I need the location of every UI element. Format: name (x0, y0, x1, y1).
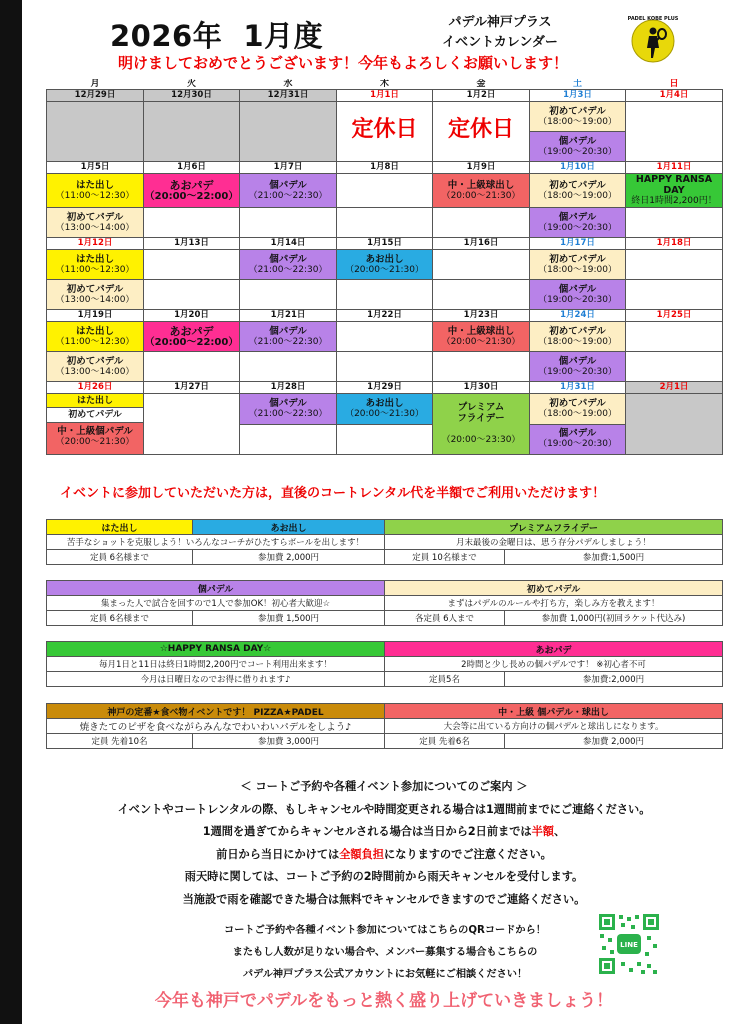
next-month-cell (626, 394, 723, 455)
half-price-emphasis: 半額 (531, 825, 554, 838)
date-cell: 1月5日 (47, 162, 144, 174)
empty-cell (337, 208, 433, 238)
event-ko-padel[interactable]: 個パデル （19:00～20:30） (530, 208, 626, 238)
week4-dates (47, 310, 723, 322)
date-cell: 1月21日 (240, 310, 337, 322)
guide-line: 雨天時に関しては、コートご予約の2時間前から雨天キャンセルを受付します。 (184, 870, 584, 883)
info-title: 初めてパデル (385, 581, 723, 596)
empty-cell (433, 250, 530, 280)
event-advanced-ko-padel[interactable]: 中・上級個パデル （20:00～21:30） (47, 423, 143, 454)
event-hatadashi[interactable]: はた出し (47, 394, 143, 408)
week1-dates (47, 90, 723, 102)
weekday-thu: 木 (379, 79, 389, 89)
weekday-header (47, 79, 723, 90)
empty-cell (626, 280, 723, 310)
info-capacity: 各定員 6人まで (385, 611, 505, 626)
date-cell: 1月17日 (530, 238, 626, 250)
event-beginner[interactable]: 初めてパデル (47, 408, 143, 423)
info-capacity: 定員 6名様まで (47, 550, 193, 565)
date-cell: 12月29日 (47, 90, 144, 102)
info-description: 月末最後の金曜日は、思う存分パデルしましょう！ (385, 535, 723, 550)
event-ko-padel[interactable]: 個パデル （21:00～22:30） (240, 250, 337, 280)
calendar-name: イベントカレンダー (442, 35, 558, 50)
date-cell: 1月8日 (337, 162, 433, 174)
date-cell: 1月12日 (47, 238, 144, 250)
info-capacity: 定員5名 (385, 672, 505, 687)
org-heading (440, 13, 560, 53)
empty-cell (626, 102, 723, 162)
empty-cell (240, 424, 337, 455)
date-cell: 1月20日 (144, 310, 240, 322)
full-charge-emphasis: 全額負担 (339, 847, 384, 861)
empty-cell (240, 352, 337, 382)
week5-events-a (47, 394, 723, 425)
date-cell: 1月4日 (626, 90, 723, 102)
event-beginner[interactable]: 初めてパデル （18:00～19:00） (530, 174, 626, 208)
event-ko-padel[interactable]: 個パデル （19:00～20:30） (530, 132, 626, 162)
date-cell: 1月1日 (337, 90, 433, 102)
week2-events-a (47, 174, 723, 208)
date-cell: 1月16日 (433, 238, 530, 250)
week4-events-b (47, 352, 723, 382)
week1-events-a (47, 102, 723, 132)
info-note: 今月は日曜日なのでお得に借りれます♪ (47, 672, 385, 687)
date-cell: 1月26日 (47, 382, 144, 394)
event-ko-padel[interactable]: 個パデル （19:00～20:30） (530, 352, 626, 382)
info-capacity: 定員 先着10名 (47, 734, 193, 749)
date-cell: 1月15日 (337, 238, 433, 250)
event-ko-padel[interactable]: 個パデル （21:00～22:30） (240, 322, 337, 352)
event-aodashi[interactable]: あお出し （20:00～21:30） (337, 394, 433, 425)
week2-dates (47, 162, 723, 174)
qr-line: パデル神戸プラス公式アカウントにお気軽にご相談ください！ (242, 969, 528, 980)
event-beginner[interactable]: 初めてパデル （18:00～19:00） (530, 102, 626, 132)
reservation-guide (46, 776, 722, 911)
qr-line: コートご予約や各種イベント参加についてはこちらのQRコードから！ (224, 925, 546, 936)
event-aodashi[interactable]: あお出し （20:00～21:30） (337, 250, 433, 280)
event-hatadashi[interactable]: はた出し （11:00～12:30） (47, 174, 144, 208)
info-happy-ransa-ao-padel (46, 641, 723, 687)
empty-cell (433, 208, 530, 238)
qr-instructions (190, 920, 580, 986)
info-description: 毎月1日と11日は終日1時間2,200円でコート利用出来ます！ (47, 657, 385, 672)
qr-line: またもし人数が足りない場合や、メンバー募集する場合もこちらの (232, 947, 538, 958)
monday-multi-event (47, 394, 144, 455)
info-pizza-advanced (46, 703, 723, 749)
guide-line: 1週間を過ぎてからキャンセルされる場合は当日から2日前までは半額、 (202, 825, 566, 838)
info-title: ☆HAPPY RANSA DAY☆ (47, 642, 385, 657)
info-capacity: 定員 6名様まで (47, 611, 193, 626)
event-ao-padel[interactable]: あおパデ （20:00～22:00） (144, 322, 240, 352)
date-cell: 1月30日 (433, 382, 530, 394)
empty-cell (433, 352, 530, 382)
info-description: まずはパデルのルールや打ち方，楽しみ方を教えます！ (385, 596, 723, 611)
org-name: パデル神戸プラス (448, 15, 552, 30)
date-cell: 1月10日 (530, 162, 626, 174)
padel-kobe-plus-logo (628, 14, 678, 64)
empty-cell (433, 280, 530, 310)
date-cell: 1月14日 (240, 238, 337, 250)
guide-line: 当施設で雨を確認できた場合は無料でキャンセルできますのでご連絡ください。 (182, 892, 586, 906)
logo-text: PADEL KOBE PLUS (628, 16, 678, 22)
week3-events-a (47, 250, 723, 280)
guide-line: 前日から当日にかけては全額負担になりますのでご注意ください。 (216, 847, 552, 861)
week3-events-b (47, 280, 723, 310)
event-premium-friday[interactable]: プレミアム フライデー （20:00～23:30） (433, 394, 530, 455)
guide-heading: ＜ コートご予約や各種イベント参加についてのご案内 ＞ (240, 780, 528, 793)
date-cell: 1月11日 (626, 162, 723, 174)
event-hatadashi[interactable]: はた出し （11:00～12:30） (47, 322, 144, 352)
date-cell: 1月22日 (337, 310, 433, 322)
date-cell: 12月31日 (240, 90, 337, 102)
date-cell: 2月1日 (626, 382, 723, 394)
closed-label: 定休日 (447, 116, 514, 142)
date-cell: 1月18日 (626, 238, 723, 250)
date-cell: 1月7日 (240, 162, 337, 174)
weekday-fri: 金 (476, 79, 486, 89)
info-description: 大会等に出ている方向けの個パデルと球出しになります。 (385, 719, 723, 734)
guide-line: イベントやコートレンタルの際、もしキャンセルや時間変更される場合は1週間前までにご連絡ください。 (117, 802, 651, 816)
past-day-cell (144, 102, 240, 162)
line-badge: LINE (620, 941, 638, 949)
week5-dates (47, 382, 723, 394)
date-cell: 1月25日 (626, 310, 723, 322)
info-description: 焼きたてのピザを食べながらみんなでわいわいパデルをしよう♪ (47, 719, 385, 734)
empty-cell (144, 352, 240, 382)
date-cell: 1月24日 (530, 310, 626, 322)
new-year-greeting: 明けましておめでとうございます！今年もよろしくお願いします！ (118, 54, 569, 72)
week3-dates (47, 238, 723, 250)
past-day-cell (47, 102, 144, 162)
info-fee: 参加費 2,000円 (193, 550, 385, 565)
empty-cell (144, 280, 240, 310)
event-beginner[interactable]: 初めてパデル （13:00～14:00） (47, 208, 144, 238)
date-cell: 1月31日 (530, 382, 626, 394)
date-cell: 1月27日 (144, 382, 240, 394)
weekday-sun: 日 (669, 79, 679, 89)
info-title: はた出し (47, 520, 193, 535)
date-cell: 1月28日 (240, 382, 337, 394)
event-advanced-drill[interactable]: 中・上級球出し （20:00～21:30） (433, 174, 530, 208)
date-cell: 1月6日 (144, 162, 240, 174)
info-fee: 参加費 2,000円 (505, 734, 723, 749)
half-price-notice: イベントに参加していただいた方は，直後のコートレンタル代を半額でご利用いただけます！ (60, 486, 606, 501)
info-description: 2時間と少し長めの個パデルです！ ※初心者不可 (385, 657, 723, 672)
line-qr-code-icon[interactable] (597, 912, 661, 976)
event-beginner[interactable]: 初めてパデル （18:00～19:00） (530, 250, 626, 280)
event-beginner[interactable]: 初めてパデル （18:00～19:00） (530, 322, 626, 352)
event-beginner[interactable]: 初めてパデル （18:00～19:00） (530, 394, 626, 425)
empty-cell (337, 424, 433, 455)
empty-cell (626, 208, 723, 238)
date-cell: 1月9日 (433, 162, 530, 174)
week4-events-a (47, 322, 723, 352)
info-title: プレミアムフライデー (385, 520, 723, 535)
empty-cell (337, 322, 433, 352)
page-title: 2026年 1月度 (110, 19, 324, 53)
info-title: 中・上級 個パデル・球出し (385, 704, 723, 719)
event-ko-padel[interactable]: 個パデル （21:00～22:30） (240, 174, 337, 208)
week2-events-b (47, 208, 723, 238)
closed-day-cell (337, 102, 433, 162)
weekday-tue: 火 (186, 79, 196, 89)
event-beginner[interactable]: 初めてパデル （13:00～14:00） (47, 280, 144, 310)
info-description: 集まった人で試合を回すので1人で参加OK！初心者大歓迎☆ (47, 596, 385, 611)
info-title: 個パデル (47, 581, 385, 596)
date-cell: 1月3日 (530, 90, 626, 102)
date-cell: 1月23日 (433, 310, 530, 322)
closed-label: 定休日 (351, 116, 418, 142)
info-hatadashi-aodashi-premium (46, 519, 723, 565)
left-black-border (0, 0, 22, 1024)
empty-cell (240, 280, 337, 310)
info-description: 苦手なショットを克服しよう！いろんなコーチがひたすらボールを出します！ (47, 535, 385, 550)
weekday-wed: 水 (283, 79, 293, 89)
info-fee: 参加費 1,500円 (193, 611, 385, 626)
closing-message: 今年も神戸でパデルをもっと熱く盛り上げていきましょう！ (154, 991, 614, 1011)
info-title: 神戸の定番★食べ物イベントです！ PIZZA★PADEL (47, 704, 385, 719)
event-advanced-drill[interactable]: 中・上級球出し （20:00～21:30） (433, 322, 530, 352)
info-capacity: 定員 先着6名 (385, 734, 505, 749)
weekday-sat: 土 (572, 79, 582, 89)
empty-cell (337, 280, 433, 310)
info-title: あおパデ (385, 642, 723, 657)
empty-cell (626, 322, 723, 352)
closed-day-cell (433, 102, 530, 162)
empty-cell (240, 208, 337, 238)
event-ko-padel[interactable]: 個パデル （21:00～22:30） (240, 394, 337, 425)
date-cell: 1月2日 (433, 90, 530, 102)
date-cell: 12月30日 (144, 90, 240, 102)
event-ao-padel[interactable]: あおパデ （20:00～22:00） (144, 174, 240, 208)
event-beginner[interactable]: 初めてパデル （13:00～14:00） (47, 352, 144, 382)
empty-cell (337, 174, 433, 208)
empty-cell (144, 394, 240, 455)
past-day-cell (240, 102, 337, 162)
date-cell: 1月29日 (337, 382, 433, 394)
empty-cell (337, 352, 433, 382)
info-capacity: 定員 10名様まで (385, 550, 505, 565)
empty-cell (144, 208, 240, 238)
empty-cell (626, 250, 723, 280)
event-hatadashi[interactable]: はた出し （11:00～12:30） (47, 250, 144, 280)
info-ko-padel-beginner (46, 580, 723, 626)
info-fee: 参加費 1,000円(初回ラケット代込み) (505, 611, 723, 626)
info-fee: 参加費:2,000円 (505, 672, 723, 687)
event-ko-padel[interactable]: 個パデル （19:00～20:30） (530, 280, 626, 310)
event-calendar (46, 79, 723, 455)
date-cell: 1月19日 (47, 310, 144, 322)
event-happy-ransa-day[interactable]: HAPPY RANSA DAY 終日1時間2,200円！ (626, 174, 723, 208)
info-title: あお出し (193, 520, 385, 535)
event-ko-padel[interactable]: 個パデル （19:00～20:30） (530, 424, 626, 455)
info-fee: 参加費 3,000円 (193, 734, 385, 749)
empty-cell (144, 250, 240, 280)
empty-cell (626, 352, 723, 382)
info-fee: 参加費:1,500円 (505, 550, 723, 565)
weekday-mon: 月 (90, 79, 100, 89)
date-cell: 1月13日 (144, 238, 240, 250)
